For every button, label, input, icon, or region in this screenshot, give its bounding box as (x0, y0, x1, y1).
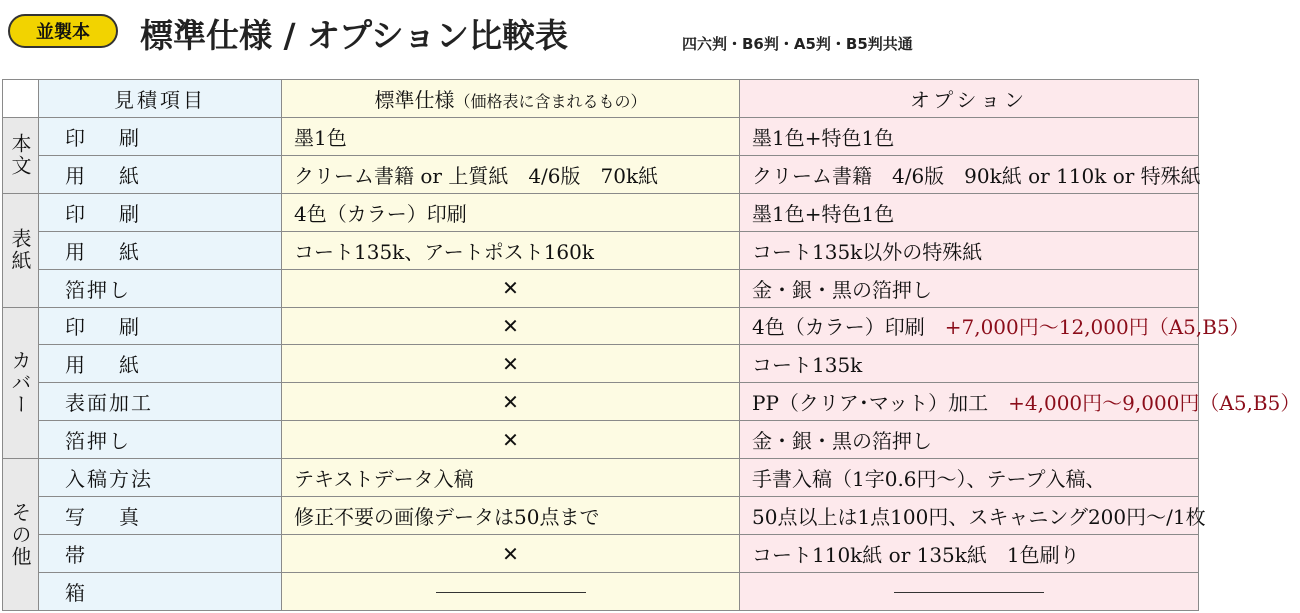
not-included-mark: ✕ (282, 383, 740, 421)
option-cell: 金・銀・黒の箔押し (740, 269, 1199, 307)
standard-cell: テキストデータ入稿 (282, 459, 740, 497)
option-cell: コート135k以外の特殊紙 (740, 231, 1199, 269)
standard-header-label: 標準仕様 (374, 87, 455, 112)
item-cell: 用 紙 (39, 231, 282, 269)
standard-cell: 修正不要の画像データは50点まで (282, 497, 740, 535)
option-cell: 手書入稿（1字0.6円～）、テープ入稿、 (740, 459, 1199, 497)
page-title: 標準仕様 / オプション比較表 (140, 16, 569, 55)
table-row (3, 345, 1199, 383)
table-row (3, 421, 1199, 459)
page-subtitle: 四六判・B6判・A5判・B5判共通 (682, 35, 913, 53)
item-cell: 用 紙 (39, 345, 282, 383)
dash-line (894, 592, 1044, 593)
standard-header-note: （価格表に含まれるもの） (454, 91, 647, 111)
item-cell: 帯 (39, 535, 282, 573)
option-cell: 金・銀・黒の箔押し (740, 421, 1199, 459)
table-row (3, 193, 1199, 231)
item-cell: 入稿方法 (39, 459, 282, 497)
option-price: +7,000円～12,000円（A5,B5） (944, 315, 1250, 340)
table-row (3, 459, 1199, 497)
section-label-honbun: 本文 (3, 117, 39, 193)
section-label-other: その他 (3, 459, 39, 611)
corner-cell (3, 80, 39, 118)
item-cell: 箱 (39, 572, 282, 610)
option-price: +4,000円～9,000円（A5,B5） (1008, 391, 1300, 416)
standard-cell-empty (282, 572, 740, 610)
column-header-option: オプション (740, 80, 1199, 118)
standard-cell: 4色（カラー）印刷 (282, 193, 740, 231)
column-header-standard (282, 80, 740, 118)
table-row (3, 535, 1199, 573)
not-included-mark: ✕ (282, 421, 740, 459)
table-row (3, 572, 1199, 610)
item-cell: 写 真 (39, 497, 282, 535)
standard-cell: クリーム書籍 or 上質紙 4/6版 70k紙 (282, 155, 740, 193)
section-label-cover: カバー (3, 307, 39, 459)
option-cell: 墨1色+特色1色 (740, 117, 1199, 155)
table-row (3, 269, 1199, 307)
column-header-item: 見積項目 (39, 80, 282, 118)
item-cell: 表面加工 (39, 383, 282, 421)
table-row (3, 155, 1199, 193)
option-cell: クリーム書籍 4/6版 90k紙 or 110k or 特殊紙 (740, 155, 1199, 193)
table-row (3, 497, 1199, 535)
option-cell: コート135k (740, 345, 1199, 383)
table-header-row (3, 80, 1199, 118)
item-cell: 箔押し (39, 421, 282, 459)
not-included-mark: ✕ (282, 535, 740, 573)
option-cell: 4色（カラー）印刷 +7,000円～12,000円（A5,B5） (740, 307, 1199, 345)
standard-cell: 墨1色 (282, 117, 740, 155)
table-row (3, 231, 1199, 269)
option-cell-empty (740, 572, 1199, 610)
option-cell: コート110k紙 or 135k紙 1色刷り (740, 535, 1199, 573)
comparison-table (2, 79, 1300, 611)
dash-line (436, 592, 586, 593)
binding-type-badge: 並製本 (8, 14, 118, 48)
table-row (3, 383, 1199, 421)
not-included-mark: ✕ (282, 345, 740, 383)
item-cell: 箔押し (39, 269, 282, 307)
item-cell: 用 紙 (39, 155, 282, 193)
option-cell: 墨1色+特色1色 (740, 193, 1199, 231)
section-label-hyoshi: 表紙 (3, 193, 39, 307)
table-row (3, 117, 1199, 155)
item-cell: 印 刷 (39, 307, 282, 345)
item-cell: 印 刷 (39, 117, 282, 155)
not-included-mark: ✕ (282, 269, 740, 307)
table-row (3, 307, 1199, 345)
not-included-mark: ✕ (282, 307, 740, 345)
page-header (0, 0, 1200, 78)
option-cell: 50点以上は1点100円、スキャニング200円～/1枚 (740, 497, 1199, 535)
item-cell: 印 刷 (39, 193, 282, 231)
standard-cell: コート135k、アートポスト160k (282, 231, 740, 269)
option-cell: PP（クリア･マット）加工 +4,000円～9,000円（A5,B5） (740, 383, 1199, 421)
